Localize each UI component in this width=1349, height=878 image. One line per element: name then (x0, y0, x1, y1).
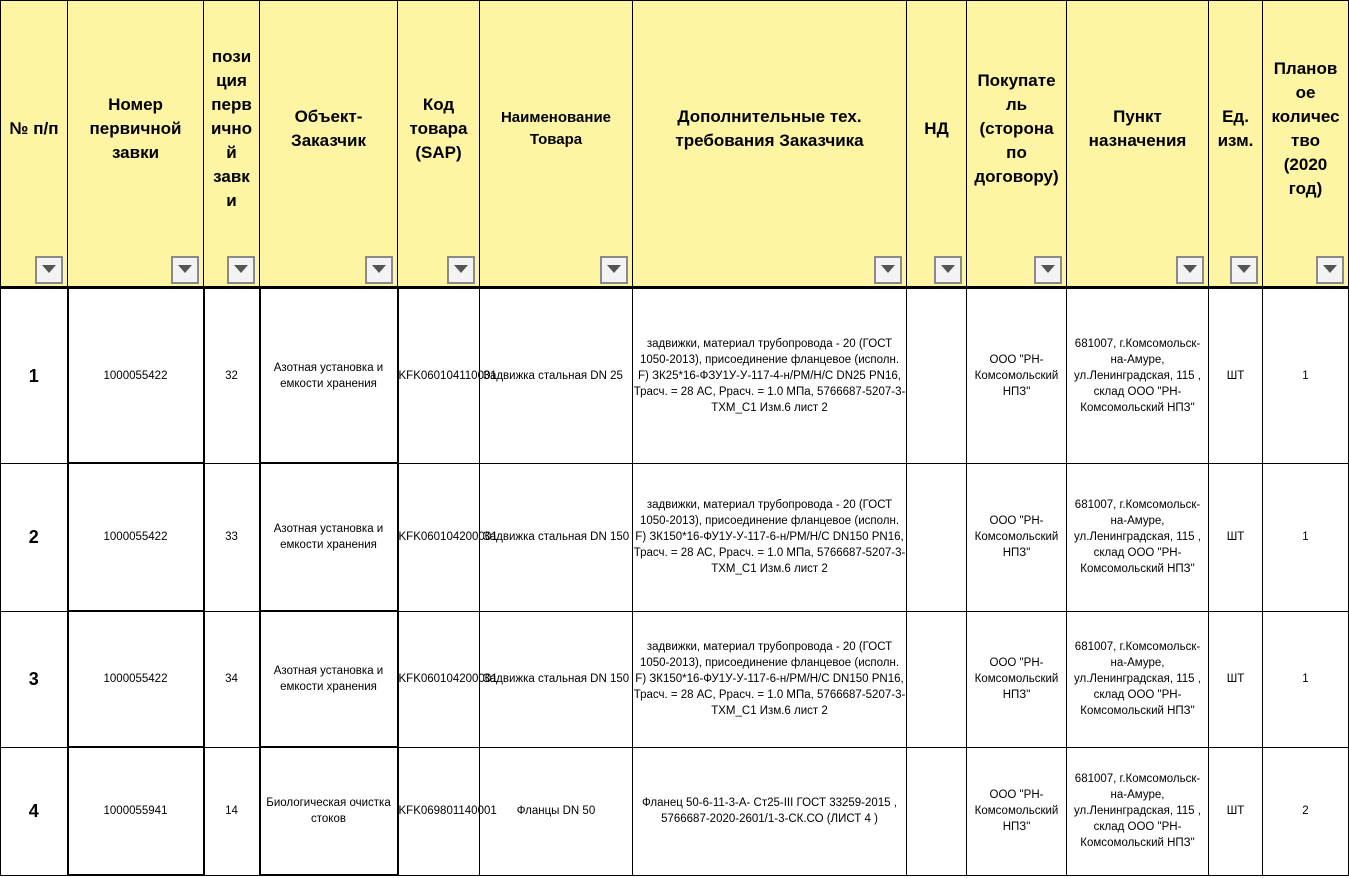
cell-requirements[interactable]: задвижки, материал трубопровода - 20 (ГОСТ 1050-2013), присоединение фланцевое (исполн. F) ЗК150*16-ФУ1У-У-117-6-н/РМ/Н/С DN150 PN16, Трасч. = 28 АС, Ррасч. = 1.0 МПа, 5766687-5207-3-ТХМ_С1 Изм.6 лист 2 (633, 463, 907, 611)
cell-row-number[interactable]: 2 (1, 463, 68, 611)
filter-dropdown-button[interactable] (35, 256, 63, 284)
header-request-number: Номер первичной завки (68, 1, 204, 288)
cell-unit[interactable]: ШТ (1209, 747, 1263, 875)
header-sap-code: Код товара (SAP) (398, 1, 480, 288)
cell-unit[interactable]: ШТ (1209, 611, 1263, 747)
table-row (1, 611, 1349, 747)
cell-nd[interactable] (907, 611, 967, 747)
filter-dropdown-button[interactable] (1316, 256, 1344, 284)
cell-position[interactable]: 32 (204, 288, 260, 464)
filter-dropdown-button[interactable] (874, 256, 902, 284)
dropdown-arrow-icon (1041, 265, 1055, 273)
cell-requirements[interactable]: Фланец 50-6-11-3-А- Ст25-III ГОСТ 33259-2015 , 5766687-2020-2601/1-3-СК.СО (ЛИСТ 4 ) (633, 747, 907, 875)
filter-dropdown-button[interactable] (1230, 256, 1258, 284)
dropdown-arrow-icon (234, 265, 248, 273)
cell-object-customer[interactable]: Биологическая очистка стоков (260, 747, 398, 875)
cell-buyer[interactable]: ООО "РН-Комсомольский НПЗ" (967, 747, 1067, 875)
cell-nd[interactable] (907, 747, 967, 875)
cell-request-number[interactable]: 1000055422 (68, 611, 204, 747)
cell-unit[interactable]: ШТ (1209, 463, 1263, 611)
cell-planned-qty[interactable]: 2 (1263, 747, 1349, 875)
cell-product-name[interactable]: Фланцы DN 50 (480, 747, 633, 875)
table-row (1, 288, 1349, 464)
cell-product-name[interactable]: Задвижка стальная DN 25 (480, 288, 633, 464)
filter-dropdown-button[interactable] (600, 256, 628, 284)
header-row (1, 1, 1349, 288)
cell-buyer[interactable]: ООО "РН-Комсомольский НПЗ" (967, 611, 1067, 747)
table-row (1, 463, 1349, 611)
header-buyer: Покупате ль (сторона по договору) (967, 1, 1067, 288)
table-row (1, 747, 1349, 875)
cell-product-name[interactable]: Задвижка стальная DN 150 (480, 463, 633, 611)
cell-request-number[interactable]: 1000055422 (68, 463, 204, 611)
cell-request-number[interactable]: 1000055422 (68, 288, 204, 464)
cell-destination[interactable]: 681007, г.Комсомольск-на-Амуре, ул.Ленинградская, 115 , склад ООО "РН-Комсомольский НПЗ" (1067, 611, 1209, 747)
header-row-number: № п/п (1, 1, 68, 288)
dropdown-arrow-icon (372, 265, 386, 273)
cell-position[interactable]: 34 (204, 611, 260, 747)
cell-nd[interactable] (907, 288, 967, 464)
dropdown-arrow-icon (1323, 265, 1337, 273)
cell-destination[interactable]: 681007, г.Комсомольск-на-Амуре, ул.Ленинградская, 115 , склад ООО "РН-Комсомольский НПЗ" (1067, 747, 1209, 875)
header-planned-qty: Планов ое количес тво (2020 год) (1263, 1, 1349, 288)
cell-requirements[interactable]: задвижки, материал трубопровода - 20 (ГОСТ 1050-2013), присоединение фланцевое (исполн. F) ЗК150*16-ФУ1У-У-117-6-н/РМ/Н/С DN150 PN16, Трасч. = 28 АС, Ррасч. = 1.0 МПа, 5766687-5207-3-ТХМ_С1 Изм.6 лист 2 (633, 611, 907, 747)
header-nd: НД (907, 1, 967, 288)
cell-requirements[interactable]: задвижки, материал трубопровода - 20 (ГОСТ 1050-2013), присоединение фланцевое (исполн. F) ЗК25*16-ФЗУ1У-У-117-4-н/РМ/Н/С DN25 PN16, Трасч. = 28 АС, Ррасч. = 1.0 МПа, 5766687-5207-3-ТХМ_С1 Изм.6 лист 2 (633, 288, 907, 464)
header-object-customer: Объект- Заказчик (260, 1, 398, 288)
cell-row-number[interactable]: 3 (1, 611, 68, 747)
cell-object-customer[interactable]: Азотная установка и емкости хранения (260, 463, 398, 611)
cell-request-number[interactable]: 1000055941 (68, 747, 204, 875)
cell-object-customer[interactable]: Азотная установка и емкости хранения (260, 611, 398, 747)
header-position: пози ция перв ично й завк и (204, 1, 260, 288)
cell-sap-code[interactable]: KFK060104110001 (398, 288, 480, 464)
cell-row-number[interactable]: 4 (1, 747, 68, 875)
dropdown-arrow-icon (607, 265, 621, 273)
filter-dropdown-button[interactable] (1034, 256, 1062, 284)
cell-position[interactable]: 33 (204, 463, 260, 611)
cell-sap-code[interactable]: KFK069801140001 (398, 747, 480, 875)
header-destination: Пункт назначения (1067, 1, 1209, 288)
dropdown-arrow-icon (178, 265, 192, 273)
header-product-name: Наименование Товара (480, 1, 633, 288)
dropdown-arrow-icon (42, 265, 56, 273)
dropdown-arrow-icon (454, 265, 468, 273)
filter-dropdown-button[interactable] (365, 256, 393, 284)
cell-unit[interactable]: ШТ (1209, 288, 1263, 464)
dropdown-arrow-icon (881, 265, 895, 273)
filter-dropdown-button[interactable] (447, 256, 475, 284)
filter-dropdown-button[interactable] (171, 256, 199, 284)
cell-object-customer[interactable]: Азотная установка и емкости хранения (260, 288, 398, 464)
cell-planned-qty[interactable]: 1 (1263, 288, 1349, 464)
cell-destination[interactable]: 681007, г.Комсомольск-на-Амуре, ул.Ленинградская, 115 , склад ООО "РН-Комсомольский НПЗ" (1067, 463, 1209, 611)
cell-sap-code[interactable]: KFK060104200001 (398, 611, 480, 747)
cell-planned-qty[interactable]: 1 (1263, 463, 1349, 611)
cell-destination[interactable]: 681007, г.Комсомольск-на-Амуре, ул.Ленинградская, 115 , склад ООО "РН-Комсомольский НПЗ" (1067, 288, 1209, 464)
cell-row-number[interactable]: 1 (1, 288, 68, 464)
dropdown-arrow-icon (941, 265, 955, 273)
cell-product-name[interactable]: Задвижка стальная DN 150 (480, 611, 633, 747)
header-unit: Ед. изм. (1209, 1, 1263, 288)
cell-buyer[interactable]: ООО "РН-Комсомольский НПЗ" (967, 463, 1067, 611)
dropdown-arrow-icon (1183, 265, 1197, 273)
header-requirements: Дополнительные тех. требования Заказчика (633, 1, 907, 288)
cell-nd[interactable] (907, 463, 967, 611)
filter-dropdown-button[interactable] (934, 256, 962, 284)
filter-dropdown-button[interactable] (227, 256, 255, 284)
dropdown-arrow-icon (1237, 265, 1251, 273)
cell-planned-qty[interactable]: 1 (1263, 611, 1349, 747)
cell-sap-code[interactable]: KFK060104200001 (398, 463, 480, 611)
filter-dropdown-button[interactable] (1176, 256, 1204, 284)
cell-buyer[interactable]: ООО "РН-Комсомольский НПЗ" (967, 288, 1067, 464)
cell-position[interactable]: 14 (204, 747, 260, 875)
